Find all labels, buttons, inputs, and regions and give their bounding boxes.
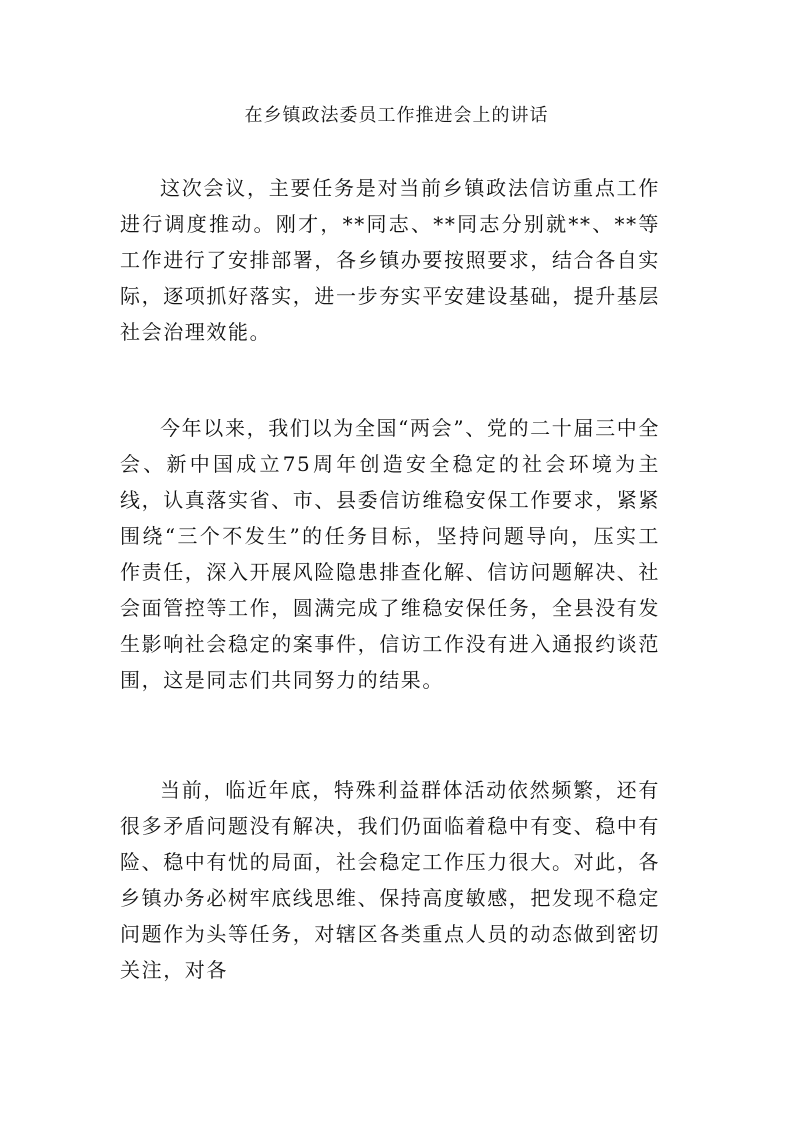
document-title: 在乡镇政法委员工作推进会上的讲话 bbox=[244, 105, 549, 126]
paragraph-2: 今年以来，我们以为全国“两会”、党的二十届三中全会、新中国成立75周年创造安全稳定的社会环境为主线，认真落实省、市、县委信访维稳安保工作要求，紧紧围绕“三个不发生”的任务目标，坚持问题导向，压实工作责任，深入开展风险隐患排查化解、信访问题解决、社会面管控等工作，圆满完成了维稳安保任务，全县没有发生影响社会稳定的案事件，信访工作没有进入通报约谈范围，这是同志们共同努力的结果。 bbox=[120, 416, 660, 692]
paragraph-1: 这次会议，主要任务是对当前乡镇政法信访重点工作进行调度推动。刚才，**同志、**同志分别就**、**等工作进行了安排部署，各乡镇办要按照要求，结合各自实际，逐项抓好落实，进一步夯实平安建设基础，提升基层社会治理效能。 bbox=[120, 176, 660, 344]
paragraph-3: 当前，临近年底，特殊利益群体活动依然频繁，还有很多矛盾问题没有解决，我们仍面临着稳中有变、稳中有险、稳中有忧的局面，社会稳定工作压力很大。对此，各乡镇办务必树牢底线思维、保持高度敏感，把发现不稳定问题作为头等任务，对辖区各类重点人员的动态做到密切关注，对各 bbox=[120, 778, 660, 982]
